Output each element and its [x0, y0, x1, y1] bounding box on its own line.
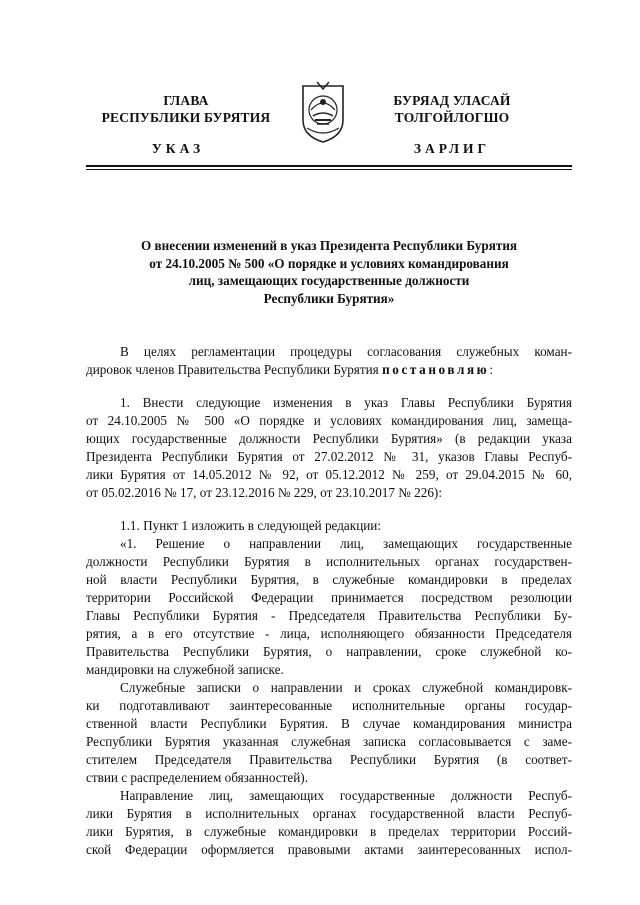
- body-line: от 24.10.2005 № 500 «О порядке и условиях командирования лиц, замеща-: [86, 413, 572, 428]
- title-line: Республики Бурятия»: [263, 290, 395, 306]
- body-line: лики Бурятия, в служебные командировки в пределах территории Россий-: [86, 824, 572, 839]
- decree-label-left: УКАЗ: [151, 141, 205, 156]
- header-right-line: ТОЛГОЙЛОГШО: [394, 110, 510, 125]
- body-line: Президента Республики Бурятия от 27.02.2012 № 31, указов Главы Респуб-: [86, 449, 572, 464]
- body-line: В целях регламентации процедуры согласования служебных коман-: [120, 344, 572, 359]
- header-right-line: БУРЯАД УЛАСАЙ: [393, 93, 511, 108]
- header-left-line: РЕСПУБЛИКИ БУРЯТИЯ: [101, 110, 271, 125]
- paragraph-1-1: [86, 517, 572, 859]
- header-divider-thick: [86, 165, 572, 167]
- body-line: ствии с распределением обязанностей).: [86, 770, 308, 785]
- body-line: Направление лиц, замещающих государственные должности Респуб-: [120, 788, 572, 803]
- body-line: Служебные записки о направлении и сроках служебной командировк-: [120, 680, 572, 695]
- body-line: Республики Бурятия указанная служебная записка согласовывается с заме-: [86, 734, 572, 749]
- body-line: лики Бурятия в исполнительных органах государственной власти Респуб-: [86, 806, 572, 821]
- body-line: должности Республики Бурятия в исполнительных органах государствен-: [86, 554, 572, 569]
- header-left-line: ГЛАВА: [163, 93, 209, 108]
- body-line: ной власти Республики Бурятия, в служебные командировки в пределах: [86, 572, 572, 587]
- body-line: [86, 361, 572, 379]
- body-line: ющих государственные должности Республики Бурятия» (в редакции указа: [86, 431, 572, 446]
- body-line: мандировки на служебной записке.: [86, 662, 284, 677]
- body-line: ской Федерации оформляется правовыми актами заинтересованных испол-: [86, 842, 572, 857]
- body-line: территории Российской Федерации принимается посредством резолюции: [86, 590, 572, 605]
- header-right-authority: [352, 92, 552, 126]
- header-divider-thin: [86, 169, 572, 170]
- body-line: 1. Внести следующие изменения в указ Главы Республики Бурятия: [120, 395, 572, 410]
- body-line: от 05.02.2016 № 17, от 23.12.2016 № 229, от 23.10.2017 № 226):: [86, 485, 442, 500]
- body-line: стителем Председателя Правительства Республики Бурятия (в соответ-: [86, 752, 572, 767]
- title-line: О внесении изменений в указ Президента Республики Бурятия: [140, 238, 518, 253]
- decree-label-right: ЗАРЛИГ: [413, 141, 491, 156]
- paragraph-1: [86, 394, 572, 502]
- document-title: [86, 237, 572, 307]
- body-line: Главы Республики Бурятия - Председателя Правительства Республики Бу-: [86, 608, 572, 623]
- body-line: ственной власти Республики Бурятия. В случае командирования министра: [86, 716, 572, 731]
- body-line: «1. Решение о направлении лиц, замещающих государственные: [120, 536, 572, 551]
- body-line: Правительства Республики Бурятия, о направлении, сроке служебной ко-: [86, 644, 572, 659]
- title-line: лиц, замещающих государственные должности: [188, 273, 470, 288]
- intro-colon: :: [489, 362, 494, 377]
- body-line: рятия, а в его отсутствие - лица, исполняющего обязанности Председателя: [86, 626, 572, 641]
- intro-text: дировок членов Правительства Республики Бурятия: [86, 362, 383, 377]
- header-left-authority: [86, 92, 286, 126]
- body-line: лики Бурятия от 14.05.2012 № 92, от 05.12.2012 № 259, от 29.04.2015 № 60,: [86, 467, 572, 482]
- coat-of-arms-icon: [297, 80, 349, 144]
- body-line: ки подготавливают заинтересованные исполнительные органы государ-: [86, 698, 572, 713]
- resolution-word: постановляю: [382, 362, 490, 377]
- body-line: 1.1. Пункт 1 изложить в следующей редакции:: [120, 518, 382, 533]
- intro-paragraph: [86, 343, 572, 379]
- title-line: от 24.10.2005 № 500 «О порядке и условиях командирования: [149, 255, 509, 271]
